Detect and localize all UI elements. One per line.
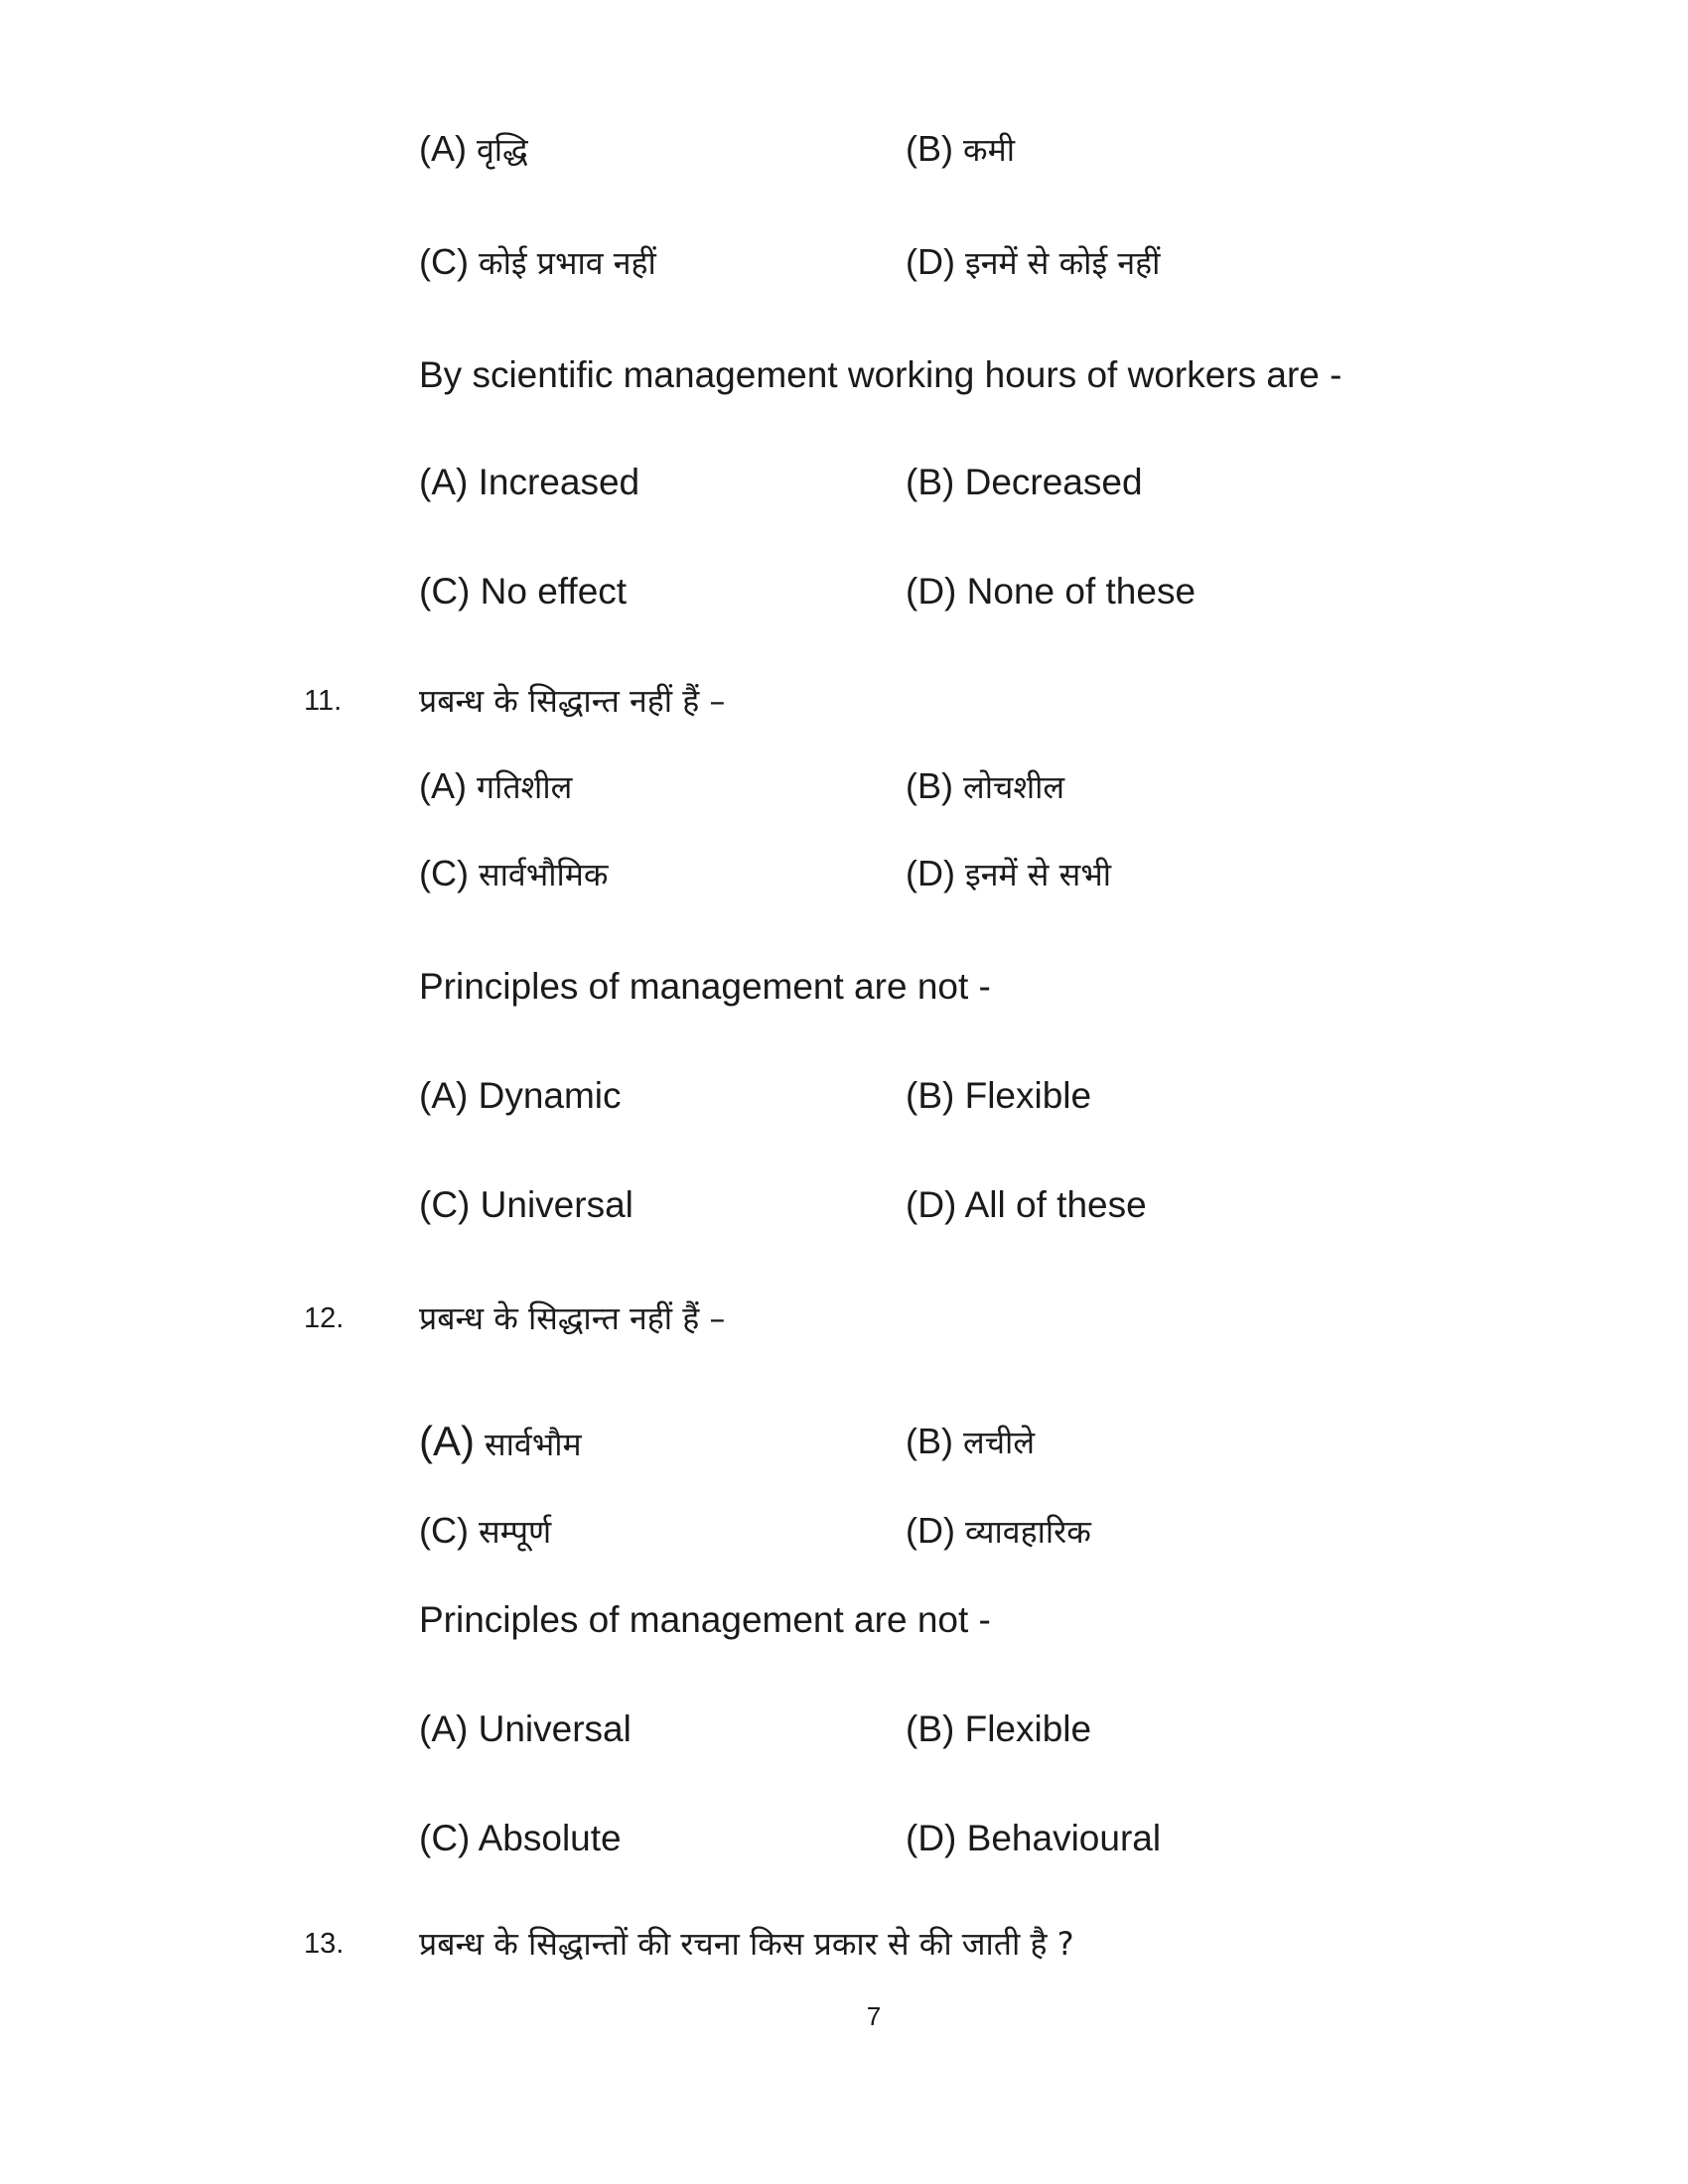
option-text: सार्वभौम	[485, 1426, 582, 1463]
option-c	[419, 1177, 633, 1233]
page-number: 7	[866, 2001, 882, 2031]
option-text: व्यावहारिक	[965, 1513, 1091, 1551]
option-text: Universal	[480, 1184, 633, 1225]
option-text: Dynamic	[478, 1075, 622, 1116]
option-text: No effect	[480, 571, 628, 612]
question-row	[0, 673, 1688, 729]
option-b	[906, 1702, 1091, 1757]
question-row	[0, 1592, 1688, 1648]
option-text: कोई प्रभाव नहीं	[479, 244, 656, 282]
option-letter: (D)	[906, 571, 957, 612]
option-a	[419, 1414, 582, 1472]
options-row	[0, 121, 1688, 177]
option-text: All of these	[964, 1184, 1147, 1225]
option-b	[906, 758, 1064, 815]
option-text: इनमें से सभी	[965, 856, 1112, 893]
option-text: None of these	[966, 571, 1196, 612]
question-row	[0, 347, 1688, 403]
options-row	[0, 1702, 1688, 1757]
option-letter: (B)	[906, 128, 953, 169]
option-a	[419, 1068, 622, 1124]
question-text: Principles of management are not -	[419, 966, 991, 1007]
option-d	[906, 234, 1160, 291]
option-letter: (B)	[906, 1075, 955, 1116]
option-c	[419, 1503, 551, 1560]
option-c	[419, 234, 656, 291]
options-row	[0, 1811, 1688, 1866]
option-d	[906, 564, 1196, 619]
option-d	[906, 1811, 1161, 1866]
option-letter: (C)	[419, 1510, 469, 1551]
option-letter: (D)	[906, 241, 955, 282]
option-a	[419, 455, 639, 510]
option-c	[419, 1811, 622, 1866]
question-number: 13.	[304, 1928, 345, 1960]
option-letter: (A)	[419, 765, 467, 806]
option-text: गतिशील	[477, 768, 573, 806]
option-b	[906, 1068, 1091, 1124]
question-number: 11.	[304, 685, 343, 717]
option-text: लोचशील	[963, 768, 1065, 806]
option-d	[906, 1177, 1147, 1233]
options-row	[0, 1503, 1688, 1559]
question-row	[0, 1291, 1688, 1346]
options-row	[0, 455, 1688, 510]
option-letter: (C)	[419, 571, 471, 612]
options-row	[0, 1177, 1688, 1233]
option-c	[419, 564, 627, 619]
question-text: Principles of management are not -	[419, 1599, 991, 1640]
option-text: वृद्धि	[477, 131, 528, 169]
option-letter: (B)	[906, 1708, 955, 1749]
option-c	[419, 846, 609, 902]
option-text: Flexible	[964, 1708, 1092, 1749]
question-row	[0, 959, 1688, 1015]
option-b	[906, 455, 1143, 510]
option-text: Absolute	[478, 1818, 622, 1858]
option-letter: (C)	[419, 241, 469, 282]
option-d	[906, 1503, 1091, 1560]
option-letter: (B)	[906, 1421, 953, 1461]
option-text: सम्पूर्ण	[479, 1513, 552, 1551]
option-a	[419, 758, 572, 815]
option-letter: (B)	[906, 765, 953, 806]
option-letter: (C)	[419, 1184, 471, 1225]
question-row	[0, 1916, 1688, 1972]
question-number: 12.	[304, 1302, 345, 1334]
option-letter: (A)	[419, 1418, 475, 1464]
option-letter: (D)	[906, 853, 955, 893]
option-letter: (A)	[419, 128, 467, 169]
option-letter: (A)	[419, 1075, 469, 1116]
option-a	[419, 1702, 632, 1757]
option-text: Flexible	[964, 1075, 1092, 1116]
option-a	[419, 121, 528, 178]
question-text: प्रबन्ध के सिद्धान्तों की रचना किस प्रकार से की जाती है ?	[419, 1925, 1074, 1963]
option-text: इनमें से कोई नहीं	[965, 244, 1161, 282]
option-text: Increased	[478, 462, 640, 502]
options-row	[0, 564, 1688, 619]
option-letter: (D)	[906, 1184, 957, 1225]
question-text: प्रबन्ध के सिद्धान्त नहीं हैं –	[419, 682, 726, 720]
option-text: सार्वभौमिक	[479, 856, 609, 893]
option-text: लचीले	[963, 1424, 1036, 1461]
options-row	[0, 758, 1688, 814]
question-text: By scientific management working hours of workers are -	[419, 354, 1342, 395]
option-letter: (C)	[419, 1818, 471, 1858]
option-letter: (A)	[419, 1708, 469, 1749]
option-b	[906, 121, 1015, 178]
option-letter: (A)	[419, 462, 469, 502]
option-letter: (C)	[419, 853, 469, 893]
options-row	[0, 1068, 1688, 1124]
option-b	[906, 1414, 1035, 1470]
option-text: Decreased	[964, 462, 1143, 502]
option-text: कमी	[963, 131, 1016, 169]
option-text: Universal	[478, 1708, 632, 1749]
options-row	[0, 234, 1688, 290]
options-row	[0, 846, 1688, 901]
option-letter: (B)	[906, 462, 955, 502]
question-text: प्रबन्ध के सिद्धान्त नहीं हैं –	[419, 1299, 726, 1337]
option-letter: (D)	[906, 1510, 955, 1551]
option-text: Behavioural	[966, 1818, 1162, 1858]
option-letter: (D)	[906, 1818, 957, 1858]
options-row	[0, 1414, 1688, 1469]
option-d	[906, 846, 1111, 902]
